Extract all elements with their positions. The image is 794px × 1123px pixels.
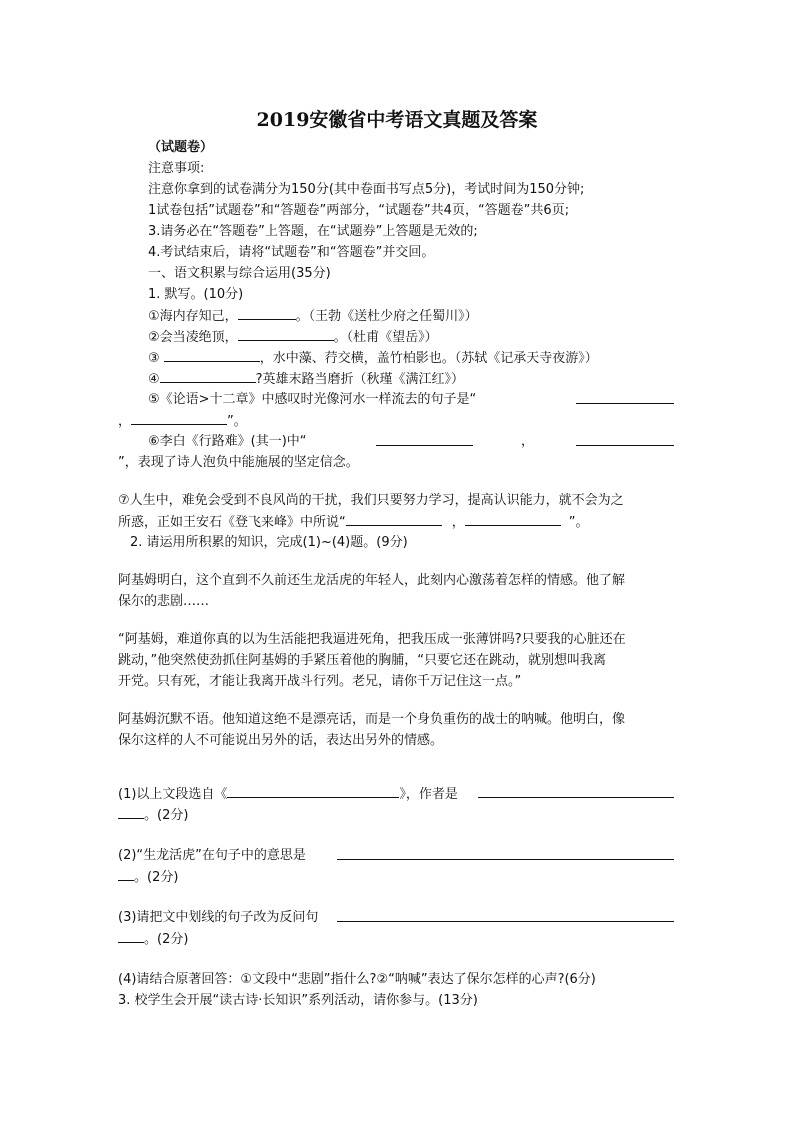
answer-blank[interactable] bbox=[478, 797, 674, 798]
answer-blank[interactable] bbox=[160, 369, 256, 383]
passage-line: 保尔这样的人不可能说出另外的话，表达出另外的情感。 bbox=[118, 733, 444, 748]
dictation-text: ③ bbox=[148, 351, 164, 366]
sub-question bbox=[118, 867, 178, 888]
sub-question-text: (1)以上文段选自《 bbox=[118, 787, 228, 802]
dictation-text: ②会当凌绝顶， bbox=[148, 330, 238, 345]
dictation-line bbox=[148, 327, 438, 348]
answer-blank[interactable] bbox=[118, 929, 144, 943]
dictation-text: 。（杜甫《望岳》） bbox=[333, 330, 438, 345]
notice-item: 注意你拿到的试卷满分为150分(其中卷面书写点5分)，考试时间为150分钟; bbox=[148, 182, 585, 197]
paper-label: （试题卷） bbox=[148, 140, 214, 155]
answer-blank[interactable] bbox=[465, 512, 561, 526]
answer-blank[interactable] bbox=[238, 327, 334, 341]
answer-blank[interactable] bbox=[131, 411, 227, 425]
answer-blank[interactable] bbox=[337, 921, 674, 922]
answer-blank[interactable] bbox=[376, 445, 473, 446]
sub-question-text: 》，作者是 bbox=[399, 787, 458, 802]
dictation-line bbox=[148, 369, 464, 390]
sub-question-text: 。(2分) bbox=[144, 932, 189, 947]
dictation-text: 。（王勃《送杜少府之任蜀川》） bbox=[295, 309, 478, 324]
dictation-text: ”。 bbox=[568, 515, 589, 530]
dictation-line: ⑤《论语>十二章》中感叹时光像河水一样流去的句子是“ bbox=[148, 392, 477, 407]
passage-line: 阿基姆沉默不语。他知道这绝不是漂亮话，而是一个身负重伤的战士的呐喊。他明白，像 bbox=[118, 712, 626, 727]
answer-blank[interactable] bbox=[164, 348, 260, 362]
dictation-text: ④ bbox=[148, 372, 160, 387]
dictation-line bbox=[118, 512, 589, 533]
passage-line: 保尔的悲剧…… bbox=[118, 594, 210, 609]
dictation-line: ⑥李白《行路难》(其一)中“ bbox=[148, 434, 307, 449]
dictation-line: ⑦人生中，难免会受到不良风尚的干扰，我们只要努力学习，提高认识能力，就不会为之 bbox=[118, 493, 624, 508]
dictation-text: ①海内存知己， bbox=[148, 309, 238, 324]
dictation-line: ”，表现了诗人泡负中能施展的坚定信念。 bbox=[118, 455, 359, 470]
dictation-line bbox=[148, 348, 598, 369]
dictation-text: ， bbox=[451, 515, 465, 530]
sub-question: (4)请结合原著回答：①文段中“悲剧”指什么?②“呐喊”表达了保尔怎样的心声?(6分) bbox=[118, 972, 596, 987]
answer-blank[interactable] bbox=[337, 859, 674, 860]
answer-blank[interactable] bbox=[118, 805, 144, 819]
page-title: 2019安徽省中考语文真题及答案 bbox=[256, 109, 538, 131]
sub-question bbox=[118, 929, 188, 950]
notice-heading: 注意事项: bbox=[148, 161, 205, 176]
answer-blank[interactable] bbox=[118, 867, 134, 881]
answer-blank[interactable] bbox=[576, 445, 674, 446]
notice-item: 3.请务必在“答题卷”上答题，在“试题券”上答题是无效的; bbox=[148, 224, 478, 239]
sub-question-text: 。(2分) bbox=[134, 870, 179, 885]
dictation-text: ， bbox=[118, 414, 132, 429]
dictation-line bbox=[118, 411, 247, 432]
passage-line: 跳动，”他突然使劲抓住阿基姆的手紧压着他的胸脯，“只要它还在跳动，就别想叫我离 bbox=[118, 653, 606, 668]
passage-line: 开党。只有死，才能让我离开战斗行列。老兄，请你千万记住这一点。” bbox=[118, 674, 522, 689]
question-heading: 1. 默写。(10分) bbox=[148, 287, 244, 302]
passage-line: “阿基姆，难道你真的以为生活能把我逼进死角，把我压成一张薄饼吗?只要我的心脏还在 bbox=[118, 632, 626, 647]
dictation-text: ， bbox=[521, 434, 535, 449]
answer-blank[interactable] bbox=[227, 784, 399, 798]
answer-blank[interactable] bbox=[576, 403, 674, 404]
answer-blank[interactable] bbox=[346, 512, 442, 526]
sub-question: (3)请把文中划线的句子改为反问句 bbox=[118, 910, 319, 925]
dictation-text: ?英雄末路当磨折（秋瑾《满江红》） bbox=[255, 372, 465, 387]
notice-item: 4.考试结束后，请将“试题卷”和“答题卷”并交回。 bbox=[148, 245, 435, 260]
sub-question: (2)“生龙活虎”在句子中的意思是 bbox=[118, 848, 306, 863]
sub-question-text: 。(2分) bbox=[144, 808, 189, 823]
question-heading: 2. 请运用所积累的知识，完成(1)~(4)题。(9分) bbox=[130, 535, 408, 550]
notice-item: 1试卷包括”试题卷”和“答题卷”两部分，“试题卷”共4页，“答题卷”共6页; bbox=[148, 203, 570, 218]
dictation-text: 所惑，正如王安石《登飞来峰》中所说“ bbox=[118, 515, 346, 530]
sub-question bbox=[118, 784, 458, 805]
question-heading: 3. 校学生会开展“读古诗·长知识”系列活动，请你参与。(13分) bbox=[118, 993, 478, 1008]
section-heading: 一、语文积累与综合运用(35分) bbox=[148, 266, 331, 281]
dictation-line bbox=[148, 306, 478, 327]
passage-line: 阿基姆明白，这个直到不久前还生龙活虎的年轻人，此刻内心激荡着怎样的情感。他了解 bbox=[118, 573, 626, 588]
answer-blank[interactable] bbox=[238, 306, 296, 320]
dictation-text: ，水中藻、荇交横，盖竹柏影也。（苏轼《记承天寺夜游》） bbox=[259, 351, 598, 366]
dictation-text: ”。 bbox=[227, 414, 247, 429]
sub-question bbox=[118, 805, 188, 826]
